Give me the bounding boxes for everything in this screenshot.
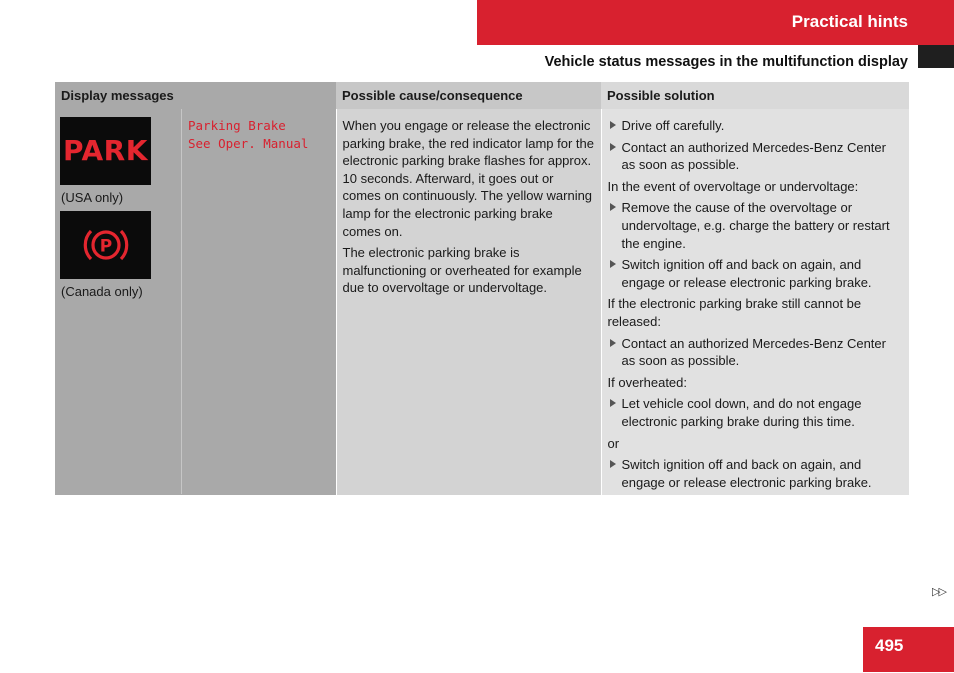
usa-only-note: (USA only) [61, 190, 124, 205]
parking-brake-lamp-icon [60, 211, 151, 279]
table-header-row [55, 82, 909, 109]
solution-condition: or [607, 435, 620, 451]
display-line: Parking Brake [188, 118, 286, 133]
page-number: 495 [875, 636, 904, 655]
solution-step: Contact an authorized Mercedes-Benz Center as soon as possible. [608, 335, 904, 370]
cause-paragraph: When you engage or release the electronic parking brake, the red indicator lamp for the electronic parking brake flashes for approx. 10 seconds. Afterward, it goes out or comes on continuously. The yellow warning lamp for the electronic parking brake comes on. [342, 118, 594, 239]
header-possible-cause: Possible cause/consequence [336, 82, 601, 109]
solution-step: Contact an authorized Mercedes-Benz Center as soon as possible. [608, 139, 904, 174]
section-tab [477, 0, 954, 45]
solution-step: Switch ignition off and back on again, and engage or release electronic parking brake. [608, 256, 904, 291]
header-display-messages: Display messages [55, 82, 336, 109]
continued-arrow-icon: ▷▷ [932, 586, 945, 598]
page-subtitle: Vehicle status messages in the multifunction display [544, 54, 908, 70]
header-possible-solution: Possible solution [601, 82, 909, 109]
cause-paragraph: The electronic parking brake is malfunctioning or overheated for example due to overvoltage or undervoltage. [342, 245, 582, 296]
solution-cell [601, 109, 909, 495]
park-lamp-icon [60, 117, 151, 185]
section-title: Practical hints [791, 12, 908, 31]
svg-text:P: P [99, 236, 112, 257]
page-number-tab [863, 627, 954, 672]
solution-condition: If the electronic parking brake still cannot be released: [607, 296, 862, 329]
table-row [55, 109, 909, 495]
thumb-index-marker [918, 45, 954, 68]
display-line: See Oper. Manual [188, 136, 309, 151]
solution-condition: In the event of overvoltage or undervoltage: [607, 178, 859, 194]
display-message-cell [55, 109, 336, 495]
indicator-lamps [55, 109, 182, 494]
parking-brake-symbol-icon [76, 222, 136, 268]
solution-condition: If overheated: [607, 374, 687, 390]
status-messages-table [55, 82, 909, 495]
park-lamp-text: PARK [63, 134, 148, 168]
multifunction-display-text [182, 109, 308, 494]
solution-step: Remove the cause of the overvoltage or undervoltage, e.g. charge the battery or restart the engine. [608, 199, 904, 252]
solution-step: Drive off carefully. [608, 117, 904, 135]
cause-cell [336, 109, 601, 495]
solution-step: Let vehicle cool down, and do not engage electronic parking brake during this time. [608, 395, 904, 430]
solution-step: Switch ignition off and back on again, and engage or release electronic parking brake. [608, 456, 904, 491]
canada-only-note: (Canada only) [61, 283, 143, 299]
